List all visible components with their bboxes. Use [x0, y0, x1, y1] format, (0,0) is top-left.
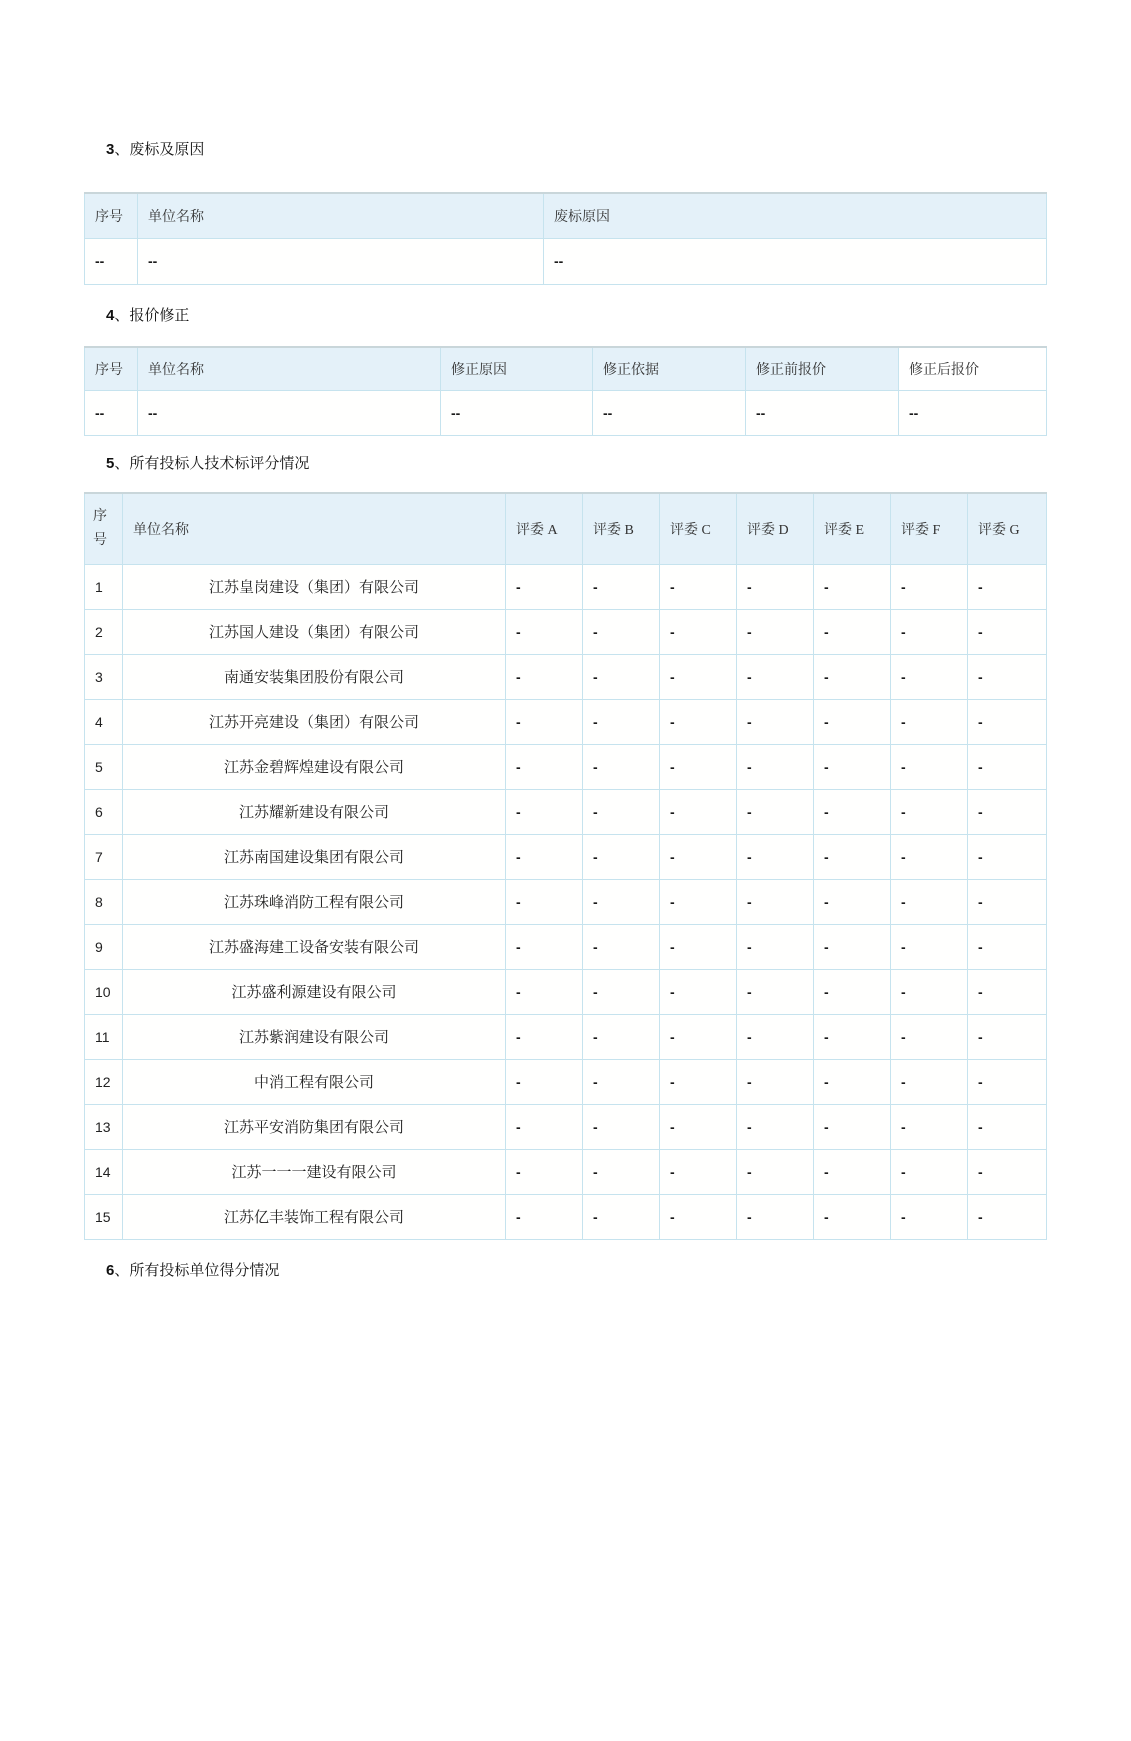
cell-score-judge-b: -	[583, 1014, 660, 1059]
cell-score-judge-e: -	[814, 1014, 891, 1059]
cell-seq: 13	[85, 1104, 123, 1149]
column-header-reason: 废标原因	[544, 193, 1047, 238]
cell-score-judge-b: -	[583, 744, 660, 789]
cell-company: 江苏盛海建工设备安装有限公司	[123, 924, 506, 969]
cell-score-judge-c: -	[660, 744, 737, 789]
cell-company: 南通安装集团股份有限公司	[123, 654, 506, 699]
cell-score-judge-c: -	[660, 609, 737, 654]
cell-score-judge-e: -	[814, 834, 891, 879]
cell-score-judge-g: -	[968, 699, 1047, 744]
cell-company: 江苏亿丰装饰工程有限公司	[123, 1194, 506, 1239]
cell-company: 江苏皇岗建设（集团）有限公司	[123, 564, 506, 609]
cell-score-judge-b: -	[583, 879, 660, 924]
cell-score-judge-e: -	[814, 969, 891, 1014]
cell-company: --	[138, 391, 441, 436]
section-number: 4	[106, 306, 115, 324]
section-number: 3	[106, 141, 115, 158]
cell-score-judge-a: -	[506, 789, 583, 834]
cell-company: 江苏一一一建设有限公司	[123, 1149, 506, 1194]
cell-reason: --	[544, 238, 1047, 284]
cell-score-judge-e: -	[814, 699, 891, 744]
table-row	[85, 238, 1047, 284]
cell-score-judge-e: -	[814, 609, 891, 654]
cell-score-judge-g: -	[968, 1014, 1047, 1059]
column-header-price-before: 修正前报价	[746, 347, 899, 391]
column-header-judge-a: 评委 A	[506, 493, 583, 564]
cell-score-judge-a: -	[506, 879, 583, 924]
cell-score-judge-b: -	[583, 1194, 660, 1239]
cell-score-judge-d: -	[737, 1059, 814, 1104]
cell-score-judge-a: -	[506, 654, 583, 699]
column-header-company: 单位名称	[123, 493, 506, 564]
cell-score-judge-d: -	[737, 1014, 814, 1059]
cell-score-judge-d: -	[737, 1104, 814, 1149]
cell-seq: 7	[85, 834, 123, 879]
column-header-basis: 修正依据	[593, 347, 746, 391]
cell-company: 江苏盛利源建设有限公司	[123, 969, 506, 1014]
cell-score-judge-g: -	[968, 744, 1047, 789]
cell-company: 江苏金碧辉煌建设有限公司	[123, 744, 506, 789]
cell-seq: 1	[85, 564, 123, 609]
cell-score-judge-b: -	[583, 654, 660, 699]
table-header-row	[85, 193, 1047, 238]
table-row	[85, 1014, 1047, 1059]
cell-score-judge-a: -	[506, 969, 583, 1014]
cell-score-judge-d: -	[737, 654, 814, 699]
column-header-seq: 序号	[85, 347, 138, 391]
cell-seq: 5	[85, 744, 123, 789]
cell-score-judge-b: -	[583, 1149, 660, 1194]
column-header-judge-f: 评委 F	[891, 493, 968, 564]
column-header-seq: 序号	[85, 193, 138, 238]
cell-seq: 15	[85, 1194, 123, 1239]
cell-seq: 11	[85, 1014, 123, 1059]
table-row	[85, 609, 1047, 654]
cell-score-judge-e: -	[814, 654, 891, 699]
cell-score-judge-e: -	[814, 879, 891, 924]
cell-score-judge-b: -	[583, 564, 660, 609]
column-header-judge-c: 评委 C	[660, 493, 737, 564]
cell-seq: --	[85, 238, 138, 284]
cell-score-judge-a: -	[506, 924, 583, 969]
cell-price-after: --	[899, 391, 1047, 436]
cell-score-judge-f: -	[891, 789, 968, 834]
cell-score-judge-c: -	[660, 1104, 737, 1149]
cell-score-judge-b: -	[583, 609, 660, 654]
cell-score-judge-g: -	[968, 834, 1047, 879]
cell-score-judge-g: -	[968, 969, 1047, 1014]
cell-score-judge-c: -	[660, 654, 737, 699]
cell-seq: 12	[85, 1059, 123, 1104]
cell-score-judge-g: -	[968, 924, 1047, 969]
cell-score-judge-b: -	[583, 1104, 660, 1149]
cell-score-judge-d: -	[737, 564, 814, 609]
price-correction-table	[84, 346, 1047, 437]
cell-company: 江苏国人建设（集团）有限公司	[123, 609, 506, 654]
column-header-company: 单位名称	[138, 347, 441, 391]
cell-score-judge-a: -	[506, 564, 583, 609]
cell-score-judge-c: -	[660, 1194, 737, 1239]
cell-score-judge-g: -	[968, 1104, 1047, 1149]
cell-score-judge-f: -	[891, 924, 968, 969]
table-row	[85, 1194, 1047, 1239]
cell-score-judge-e: -	[814, 1059, 891, 1104]
section-5-heading	[106, 455, 1131, 473]
cell-score-judge-c: -	[660, 924, 737, 969]
cell-score-judge-f: -	[891, 1194, 968, 1239]
section-number: 5	[106, 455, 115, 472]
cell-seq: 3	[85, 654, 123, 699]
cell-score-judge-f: -	[891, 1104, 968, 1149]
table-row	[85, 699, 1047, 744]
cell-company: --	[138, 238, 544, 284]
section-title: 所有投标人技术标评分情况	[129, 456, 310, 472]
cell-score-judge-d: -	[737, 834, 814, 879]
cell-score-judge-d: -	[737, 744, 814, 789]
cell-score-judge-g: -	[968, 1194, 1047, 1239]
table-header-row	[85, 493, 1047, 564]
cell-score-judge-g: -	[968, 1059, 1047, 1104]
table-header-row	[85, 347, 1047, 391]
section-separator: 、	[114, 1261, 130, 1279]
technical-score-table	[84, 492, 1047, 1240]
column-header-seq: 序号	[85, 493, 123, 564]
cell-score-judge-f: -	[891, 609, 968, 654]
cell-score-judge-c: -	[660, 1059, 737, 1104]
cell-score-judge-a: -	[506, 1104, 583, 1149]
cell-seq: 6	[85, 789, 123, 834]
table-row	[85, 1149, 1047, 1194]
section-4-heading	[106, 307, 1131, 325]
cell-score-judge-d: -	[737, 969, 814, 1014]
cell-score-judge-b: -	[583, 969, 660, 1014]
cell-company: 江苏平安消防集团有限公司	[123, 1104, 506, 1149]
cell-score-judge-f: -	[891, 654, 968, 699]
section-title: 所有投标单位得分情况	[129, 1262, 280, 1279]
cell-score-judge-g: -	[968, 564, 1047, 609]
cell-reason: --	[441, 391, 593, 436]
rejected-bids-table	[84, 192, 1047, 285]
cell-company: 江苏南国建设集团有限公司	[123, 834, 506, 879]
cell-score-judge-f: -	[891, 1014, 968, 1059]
cell-score-judge-e: -	[814, 789, 891, 834]
cell-score-judge-f: -	[891, 699, 968, 744]
column-header-company: 单位名称	[138, 193, 544, 238]
cell-score-judge-c: -	[660, 1014, 737, 1059]
cell-company: 江苏开亮建设（集团）有限公司	[123, 699, 506, 744]
cell-score-judge-a: -	[506, 699, 583, 744]
cell-score-judge-a: -	[506, 609, 583, 654]
section-6-heading	[106, 1262, 1131, 1280]
cell-seq: 9	[85, 924, 123, 969]
cell-score-judge-d: -	[737, 924, 814, 969]
table-row	[85, 834, 1047, 879]
cell-score-judge-b: -	[583, 699, 660, 744]
table-row	[85, 789, 1047, 834]
cell-score-judge-e: -	[814, 924, 891, 969]
cell-score-judge-b: -	[583, 834, 660, 879]
column-header-reason: 修正原因	[441, 347, 593, 391]
cell-seq: 14	[85, 1149, 123, 1194]
cell-score-judge-d: -	[737, 879, 814, 924]
cell-score-judge-e: -	[814, 744, 891, 789]
column-header-judge-d: 评委 D	[737, 493, 814, 564]
cell-seq: 2	[85, 609, 123, 654]
section-separator: 、	[114, 455, 130, 472]
cell-score-judge-c: -	[660, 879, 737, 924]
cell-score-judge-f: -	[891, 1149, 968, 1194]
column-header-judge-g: 评委 G	[968, 493, 1047, 564]
cell-company: 江苏耀新建设有限公司	[123, 789, 506, 834]
cell-score-judge-a: -	[506, 1194, 583, 1239]
cell-score-judge-d: -	[737, 1149, 814, 1194]
cell-score-judge-d: -	[737, 609, 814, 654]
cell-score-judge-a: -	[506, 1149, 583, 1194]
cell-seq: --	[85, 391, 138, 436]
cell-score-judge-b: -	[583, 1059, 660, 1104]
cell-score-judge-e: -	[814, 564, 891, 609]
table-row	[85, 564, 1047, 609]
cell-score-judge-f: -	[891, 1059, 968, 1104]
cell-score-judge-e: -	[814, 1104, 891, 1149]
section-separator: 、	[114, 306, 130, 324]
cell-score-judge-g: -	[968, 879, 1047, 924]
cell-score-judge-e: -	[814, 1194, 891, 1239]
cell-company: 江苏紫润建设有限公司	[123, 1014, 506, 1059]
cell-score-judge-d: -	[737, 1194, 814, 1239]
column-header-price-after: 修正后报价	[899, 347, 1047, 391]
cell-score-judge-f: -	[891, 834, 968, 879]
cell-score-judge-f: -	[891, 969, 968, 1014]
cell-score-judge-c: -	[660, 699, 737, 744]
cell-score-judge-g: -	[968, 789, 1047, 834]
section-separator: 、	[114, 141, 130, 158]
cell-score-judge-c: -	[660, 834, 737, 879]
cell-score-judge-a: -	[506, 1014, 583, 1059]
cell-score-judge-f: -	[891, 564, 968, 609]
cell-score-judge-a: -	[506, 1059, 583, 1104]
cell-score-judge-a: -	[506, 744, 583, 789]
table-row	[85, 879, 1047, 924]
cell-score-judge-c: -	[660, 1149, 737, 1194]
cell-score-judge-b: -	[583, 924, 660, 969]
table-row	[85, 1059, 1047, 1104]
section-number: 6	[106, 1261, 115, 1279]
cell-score-judge-g: -	[968, 609, 1047, 654]
cell-score-judge-f: -	[891, 879, 968, 924]
cell-score-judge-d: -	[737, 789, 814, 834]
table-row	[85, 744, 1047, 789]
section-title: 报价修正	[129, 307, 190, 324]
column-header-judge-b: 评委 B	[583, 493, 660, 564]
cell-seq: 4	[85, 699, 123, 744]
cell-score-judge-d: -	[737, 699, 814, 744]
table-row	[85, 391, 1047, 436]
section-3-heading	[106, 141, 1131, 159]
cell-basis: --	[593, 391, 746, 436]
cell-company: 江苏珠峰消防工程有限公司	[123, 879, 506, 924]
cell-seq: 10	[85, 969, 123, 1014]
cell-score-judge-c: -	[660, 969, 737, 1014]
cell-company: 中消工程有限公司	[123, 1059, 506, 1104]
cell-score-judge-g: -	[968, 1149, 1047, 1194]
table-row	[85, 969, 1047, 1014]
cell-score-judge-b: -	[583, 789, 660, 834]
column-header-judge-e: 评委 E	[814, 493, 891, 564]
cell-seq: 8	[85, 879, 123, 924]
table-row	[85, 924, 1047, 969]
table-row	[85, 654, 1047, 699]
technical-score-table-body	[85, 564, 1047, 1239]
cell-price-before: --	[746, 391, 899, 436]
cell-score-judge-g: -	[968, 654, 1047, 699]
cell-score-judge-c: -	[660, 564, 737, 609]
cell-score-judge-a: -	[506, 834, 583, 879]
cell-score-judge-e: -	[814, 1149, 891, 1194]
cell-score-judge-f: -	[891, 744, 968, 789]
section-title: 废标及原因	[129, 142, 205, 158]
cell-score-judge-c: -	[660, 789, 737, 834]
table-row	[85, 1104, 1047, 1149]
